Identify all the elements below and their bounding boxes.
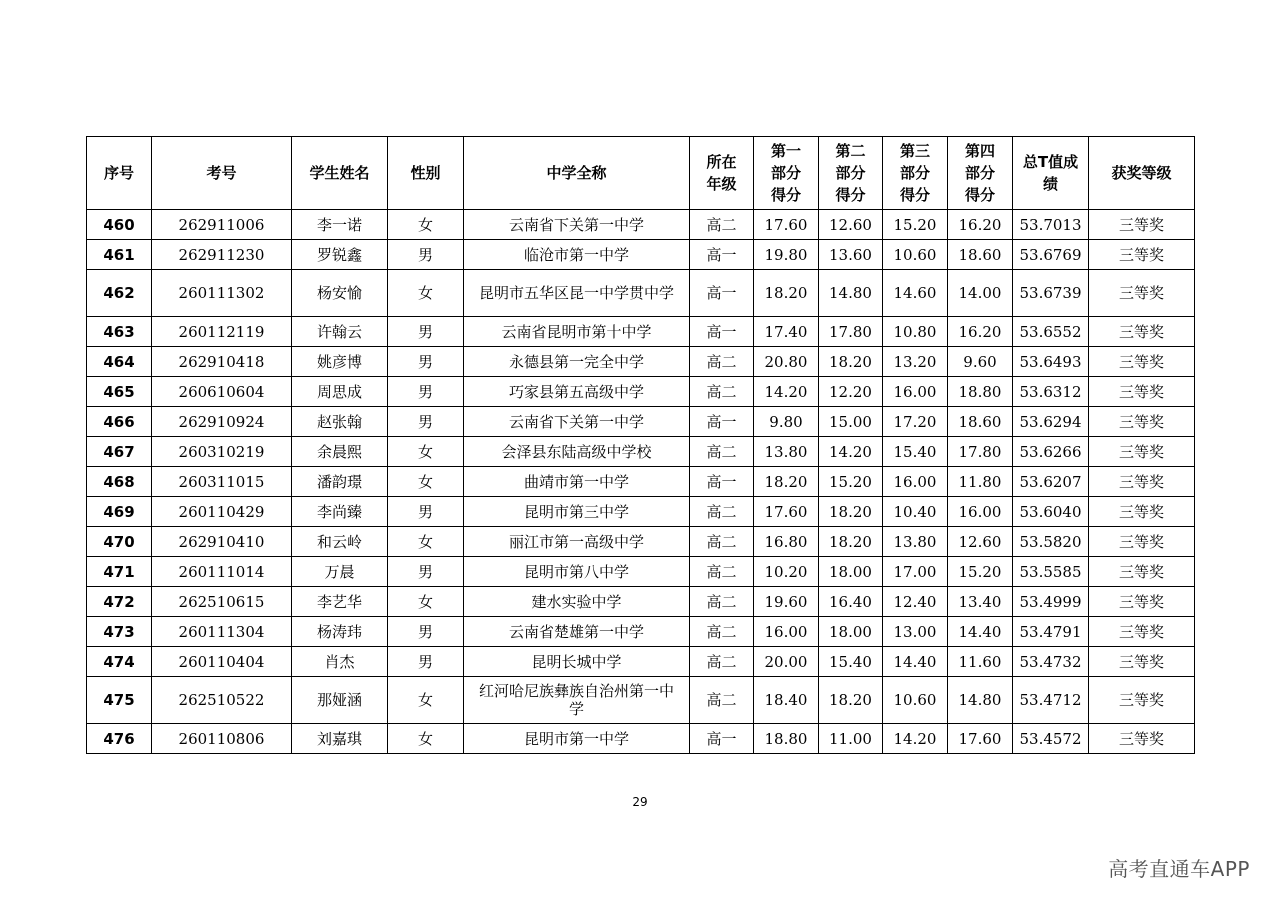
cell-school: 云南省下关第一中学 (464, 210, 690, 240)
header-total-text: 总T值成绩 (1022, 153, 1079, 193)
cell-total: 53.6493 (1013, 347, 1089, 377)
cell-grade: 高二 (690, 647, 754, 677)
cell-part1: 16.80 (754, 527, 819, 557)
cell-school: 昆明长城中学 (464, 647, 690, 677)
cell-award: 三等奖 (1089, 347, 1195, 377)
cell-total: 53.6294 (1013, 407, 1089, 437)
cell-award: 三等奖 (1089, 317, 1195, 347)
table-row (87, 587, 1195, 617)
header-part1 (754, 137, 819, 210)
table-row (87, 347, 1195, 377)
cell-seq: 466 (87, 407, 152, 437)
cell-part1: 20.00 (754, 647, 819, 677)
cell-part4: 16.00 (948, 497, 1013, 527)
cell-total: 53.7013 (1013, 210, 1089, 240)
cell-school: 云南省楚雄第一中学 (464, 617, 690, 647)
cell-seq: 469 (87, 497, 152, 527)
cell-part2: 14.80 (819, 270, 883, 317)
cell-name: 姚彦博 (292, 347, 388, 377)
cell-part4: 17.80 (948, 437, 1013, 467)
cell-part1: 18.80 (754, 724, 819, 754)
cell-grade: 高二 (690, 437, 754, 467)
cell-award: 三等奖 (1089, 467, 1195, 497)
cell-grade: 高一 (690, 724, 754, 754)
cell-exam-no: 260111302 (152, 270, 292, 317)
cell-name: 李艺华 (292, 587, 388, 617)
cell-school: 丽江市第一高级中学 (464, 527, 690, 557)
cell-seq: 472 (87, 587, 152, 617)
cell-gender: 男 (388, 557, 464, 587)
cell-total: 53.6266 (1013, 437, 1089, 467)
cell-part1: 16.00 (754, 617, 819, 647)
cell-seq: 473 (87, 617, 152, 647)
cell-exam-no: 262910410 (152, 527, 292, 557)
cell-name: 罗锐鑫 (292, 240, 388, 270)
table-row (87, 437, 1195, 467)
cell-award: 三等奖 (1089, 647, 1195, 677)
cell-school: 永德县第一完全中学 (464, 347, 690, 377)
cell-part1: 17.60 (754, 497, 819, 527)
page-number: 29 (632, 795, 648, 809)
cell-gender: 男 (388, 617, 464, 647)
table-row (87, 724, 1195, 754)
cell-exam-no: 260311015 (152, 467, 292, 497)
cell-award: 三等奖 (1089, 270, 1195, 317)
cell-exam-no: 262510615 (152, 587, 292, 617)
cell-school: 临沧市第一中学 (464, 240, 690, 270)
cell-name: 赵张翰 (292, 407, 388, 437)
cell-exam-no: 262911230 (152, 240, 292, 270)
cell-part3: 14.40 (883, 647, 948, 677)
table-row (87, 617, 1195, 647)
cell-part4: 18.60 (948, 407, 1013, 437)
table-row (87, 377, 1195, 407)
cell-name: 许翰云 (292, 317, 388, 347)
cell-part3: 13.20 (883, 347, 948, 377)
header-part4 (948, 137, 1013, 210)
table-row (87, 317, 1195, 347)
cell-grade: 高二 (690, 677, 754, 724)
cell-part2: 18.20 (819, 347, 883, 377)
cell-gender: 女 (388, 270, 464, 317)
cell-award: 三等奖 (1089, 240, 1195, 270)
cell-seq: 471 (87, 557, 152, 587)
header-name: 学生姓名 (292, 137, 388, 210)
header-grade-text: 所在年级 (706, 153, 737, 193)
cell-part3: 10.80 (883, 317, 948, 347)
cell-school-text: 昆明市五华区昆一中学贯中学 (478, 284, 674, 302)
cell-part4: 15.20 (948, 557, 1013, 587)
cell-part2: 18.20 (819, 497, 883, 527)
cell-part3: 10.60 (883, 677, 948, 724)
cell-exam-no: 262910924 (152, 407, 292, 437)
cell-part1: 9.80 (754, 407, 819, 437)
cell-seq: 464 (87, 347, 152, 377)
table-row (87, 240, 1195, 270)
cell-seq: 462 (87, 270, 152, 317)
cell-award: 三等奖 (1089, 677, 1195, 724)
cell-school: 会泽县东陆高级中学校 (464, 437, 690, 467)
cell-gender: 男 (388, 317, 464, 347)
cell-total: 53.6552 (1013, 317, 1089, 347)
cell-total: 53.5585 (1013, 557, 1089, 587)
table-row (87, 557, 1195, 587)
watermark-text: 高考直通车APP (1108, 857, 1250, 881)
header-award: 获奖等级 (1089, 137, 1195, 210)
cell-award: 三等奖 (1089, 437, 1195, 467)
cell-grade: 高二 (690, 557, 754, 587)
cell-part3: 14.60 (883, 270, 948, 317)
cell-gender: 女 (388, 467, 464, 497)
cell-total: 53.6739 (1013, 270, 1089, 317)
cell-exam-no: 260110806 (152, 724, 292, 754)
cell-exam-no: 260610604 (152, 377, 292, 407)
cell-part2: 15.20 (819, 467, 883, 497)
cell-part2: 18.00 (819, 557, 883, 587)
cell-total: 53.4712 (1013, 677, 1089, 724)
cell-seq: 465 (87, 377, 152, 407)
cell-total: 53.6207 (1013, 467, 1089, 497)
cell-total: 53.5820 (1013, 527, 1089, 557)
cell-part2: 16.40 (819, 587, 883, 617)
table-row (87, 467, 1195, 497)
cell-school: 巧家县第五高级中学 (464, 377, 690, 407)
cell-part3: 10.60 (883, 240, 948, 270)
cell-exam-no: 260110404 (152, 647, 292, 677)
cell-gender: 女 (388, 587, 464, 617)
cell-gender: 女 (388, 527, 464, 557)
cell-part1: 19.80 (754, 240, 819, 270)
cell-part3: 16.00 (883, 467, 948, 497)
cell-school (464, 270, 690, 317)
table-row (87, 527, 1195, 557)
cell-part2: 12.60 (819, 210, 883, 240)
header-total (1013, 137, 1089, 210)
cell-part2: 14.20 (819, 437, 883, 467)
cell-grade: 高一 (690, 240, 754, 270)
cell-gender: 女 (388, 210, 464, 240)
cell-part2: 17.80 (819, 317, 883, 347)
table-row (87, 270, 1195, 317)
cell-part1: 19.60 (754, 587, 819, 617)
cell-gender: 男 (388, 240, 464, 270)
cell-grade: 高二 (690, 497, 754, 527)
cell-part3: 14.20 (883, 724, 948, 754)
cell-total: 53.6312 (1013, 377, 1089, 407)
cell-grade: 高一 (690, 467, 754, 497)
cell-part1: 18.40 (754, 677, 819, 724)
cell-total: 53.4791 (1013, 617, 1089, 647)
cell-part4: 11.60 (948, 647, 1013, 677)
cell-school: 云南省昆明市第十中学 (464, 317, 690, 347)
cell-part2: 18.00 (819, 617, 883, 647)
cell-award: 三等奖 (1089, 497, 1195, 527)
cell-total: 53.6769 (1013, 240, 1089, 270)
cell-award: 三等奖 (1089, 617, 1195, 647)
cell-part4: 14.00 (948, 270, 1013, 317)
table-row (87, 497, 1195, 527)
cell-part1: 10.20 (754, 557, 819, 587)
table-body (87, 210, 1195, 754)
cell-seq: 476 (87, 724, 152, 754)
cell-part4: 18.60 (948, 240, 1013, 270)
cell-part2: 18.20 (819, 677, 883, 724)
cell-grade: 高二 (690, 377, 754, 407)
header-part4-text: 第四部分得分 (964, 142, 995, 204)
cell-part4: 13.40 (948, 587, 1013, 617)
cell-part4: 16.20 (948, 210, 1013, 240)
cell-part2: 15.40 (819, 647, 883, 677)
table-row (87, 210, 1195, 240)
cell-school (464, 677, 690, 724)
header-exam-no: 考号 (152, 137, 292, 210)
cell-part1: 17.60 (754, 210, 819, 240)
cell-name: 万晨 (292, 557, 388, 587)
cell-part1: 17.40 (754, 317, 819, 347)
cell-part4: 11.80 (948, 467, 1013, 497)
cell-part2: 11.00 (819, 724, 883, 754)
cell-part3: 17.20 (883, 407, 948, 437)
cell-name: 和云岭 (292, 527, 388, 557)
cell-seq: 474 (87, 647, 152, 677)
cell-part4: 14.80 (948, 677, 1013, 724)
cell-part4: 12.60 (948, 527, 1013, 557)
cell-part3: 15.40 (883, 437, 948, 467)
cell-part2: 13.60 (819, 240, 883, 270)
cell-seq: 461 (87, 240, 152, 270)
cell-part3: 16.00 (883, 377, 948, 407)
cell-grade: 高二 (690, 527, 754, 557)
cell-gender: 男 (388, 647, 464, 677)
table-row (87, 407, 1195, 437)
cell-school: 曲靖市第一中学 (464, 467, 690, 497)
header-grade (690, 137, 754, 210)
cell-gender: 男 (388, 407, 464, 437)
cell-exam-no: 262910418 (152, 347, 292, 377)
header-part3 (883, 137, 948, 210)
cell-part3: 15.20 (883, 210, 948, 240)
cell-exam-no: 260110429 (152, 497, 292, 527)
cell-part4: 16.20 (948, 317, 1013, 347)
cell-part3: 13.00 (883, 617, 948, 647)
cell-part4: 9.60 (948, 347, 1013, 377)
cell-gender: 男 (388, 377, 464, 407)
cell-name: 潘韵璟 (292, 467, 388, 497)
cell-part2: 12.20 (819, 377, 883, 407)
table-row (87, 677, 1195, 724)
cell-grade: 高一 (690, 317, 754, 347)
cell-part3: 10.40 (883, 497, 948, 527)
cell-award: 三等奖 (1089, 210, 1195, 240)
cell-grade: 高一 (690, 270, 754, 317)
cell-seq: 468 (87, 467, 152, 497)
cell-name: 肖杰 (292, 647, 388, 677)
cell-part1: 13.80 (754, 437, 819, 467)
cell-part2: 18.20 (819, 527, 883, 557)
cell-part3: 12.40 (883, 587, 948, 617)
cell-award: 三等奖 (1089, 377, 1195, 407)
cell-name: 那娅涵 (292, 677, 388, 724)
header-part2 (819, 137, 883, 210)
table-row (87, 647, 1195, 677)
cell-name: 李尚臻 (292, 497, 388, 527)
cell-part4: 17.60 (948, 724, 1013, 754)
cell-total: 53.4572 (1013, 724, 1089, 754)
cell-name: 周思成 (292, 377, 388, 407)
cell-award: 三等奖 (1089, 724, 1195, 754)
cell-name: 余晨熙 (292, 437, 388, 467)
cell-school: 建水实验中学 (464, 587, 690, 617)
cell-award: 三等奖 (1089, 527, 1195, 557)
cell-total: 53.4999 (1013, 587, 1089, 617)
cell-grade: 高一 (690, 407, 754, 437)
cell-part1: 20.80 (754, 347, 819, 377)
header-seq: 序号 (87, 137, 152, 210)
cell-exam-no: 260112119 (152, 317, 292, 347)
cell-name: 杨安愉 (292, 270, 388, 317)
cell-grade: 高二 (690, 587, 754, 617)
cell-gender: 男 (388, 347, 464, 377)
cell-school-text: 红河哈尼族彝族自治州第一中学 (478, 682, 674, 718)
cell-award: 三等奖 (1089, 557, 1195, 587)
cell-school: 云南省下关第一中学 (464, 407, 690, 437)
cell-exam-no: 260310219 (152, 437, 292, 467)
header-part2-text: 第二部分得分 (835, 142, 866, 204)
header-gender: 性别 (388, 137, 464, 210)
results-table (86, 136, 1195, 754)
cell-name: 李一诺 (292, 210, 388, 240)
cell-award: 三等奖 (1089, 407, 1195, 437)
cell-grade: 高二 (690, 210, 754, 240)
cell-part1: 14.20 (754, 377, 819, 407)
cell-part2: 15.00 (819, 407, 883, 437)
cell-total: 53.6040 (1013, 497, 1089, 527)
header-school: 中学全称 (464, 137, 690, 210)
cell-seq: 460 (87, 210, 152, 240)
cell-part4: 18.80 (948, 377, 1013, 407)
cell-school: 昆明市第三中学 (464, 497, 690, 527)
cell-seq: 467 (87, 437, 152, 467)
cell-total: 53.4732 (1013, 647, 1089, 677)
cell-seq: 470 (87, 527, 152, 557)
cell-part3: 13.80 (883, 527, 948, 557)
cell-name: 杨涛玮 (292, 617, 388, 647)
header-part1-text: 第一部分得分 (770, 142, 801, 204)
cell-name: 刘嘉琪 (292, 724, 388, 754)
cell-exam-no: 260111014 (152, 557, 292, 587)
cell-part4: 14.40 (948, 617, 1013, 647)
cell-exam-no: 260111304 (152, 617, 292, 647)
cell-gender: 女 (388, 724, 464, 754)
cell-school: 昆明市第一中学 (464, 724, 690, 754)
cell-grade: 高二 (690, 617, 754, 647)
cell-part1: 18.20 (754, 467, 819, 497)
cell-gender: 男 (388, 497, 464, 527)
header-part3-text: 第三部分得分 (899, 142, 930, 204)
cell-exam-no: 262911006 (152, 210, 292, 240)
cell-grade: 高二 (690, 347, 754, 377)
cell-award: 三等奖 (1089, 587, 1195, 617)
cell-seq: 463 (87, 317, 152, 347)
cell-seq: 475 (87, 677, 152, 724)
cell-gender: 女 (388, 677, 464, 724)
cell-part3: 17.00 (883, 557, 948, 587)
cell-part1: 18.20 (754, 270, 819, 317)
cell-exam-no: 262510522 (152, 677, 292, 724)
cell-gender: 女 (388, 437, 464, 467)
cell-school: 昆明市第八中学 (464, 557, 690, 587)
table-header-row (87, 137, 1195, 210)
